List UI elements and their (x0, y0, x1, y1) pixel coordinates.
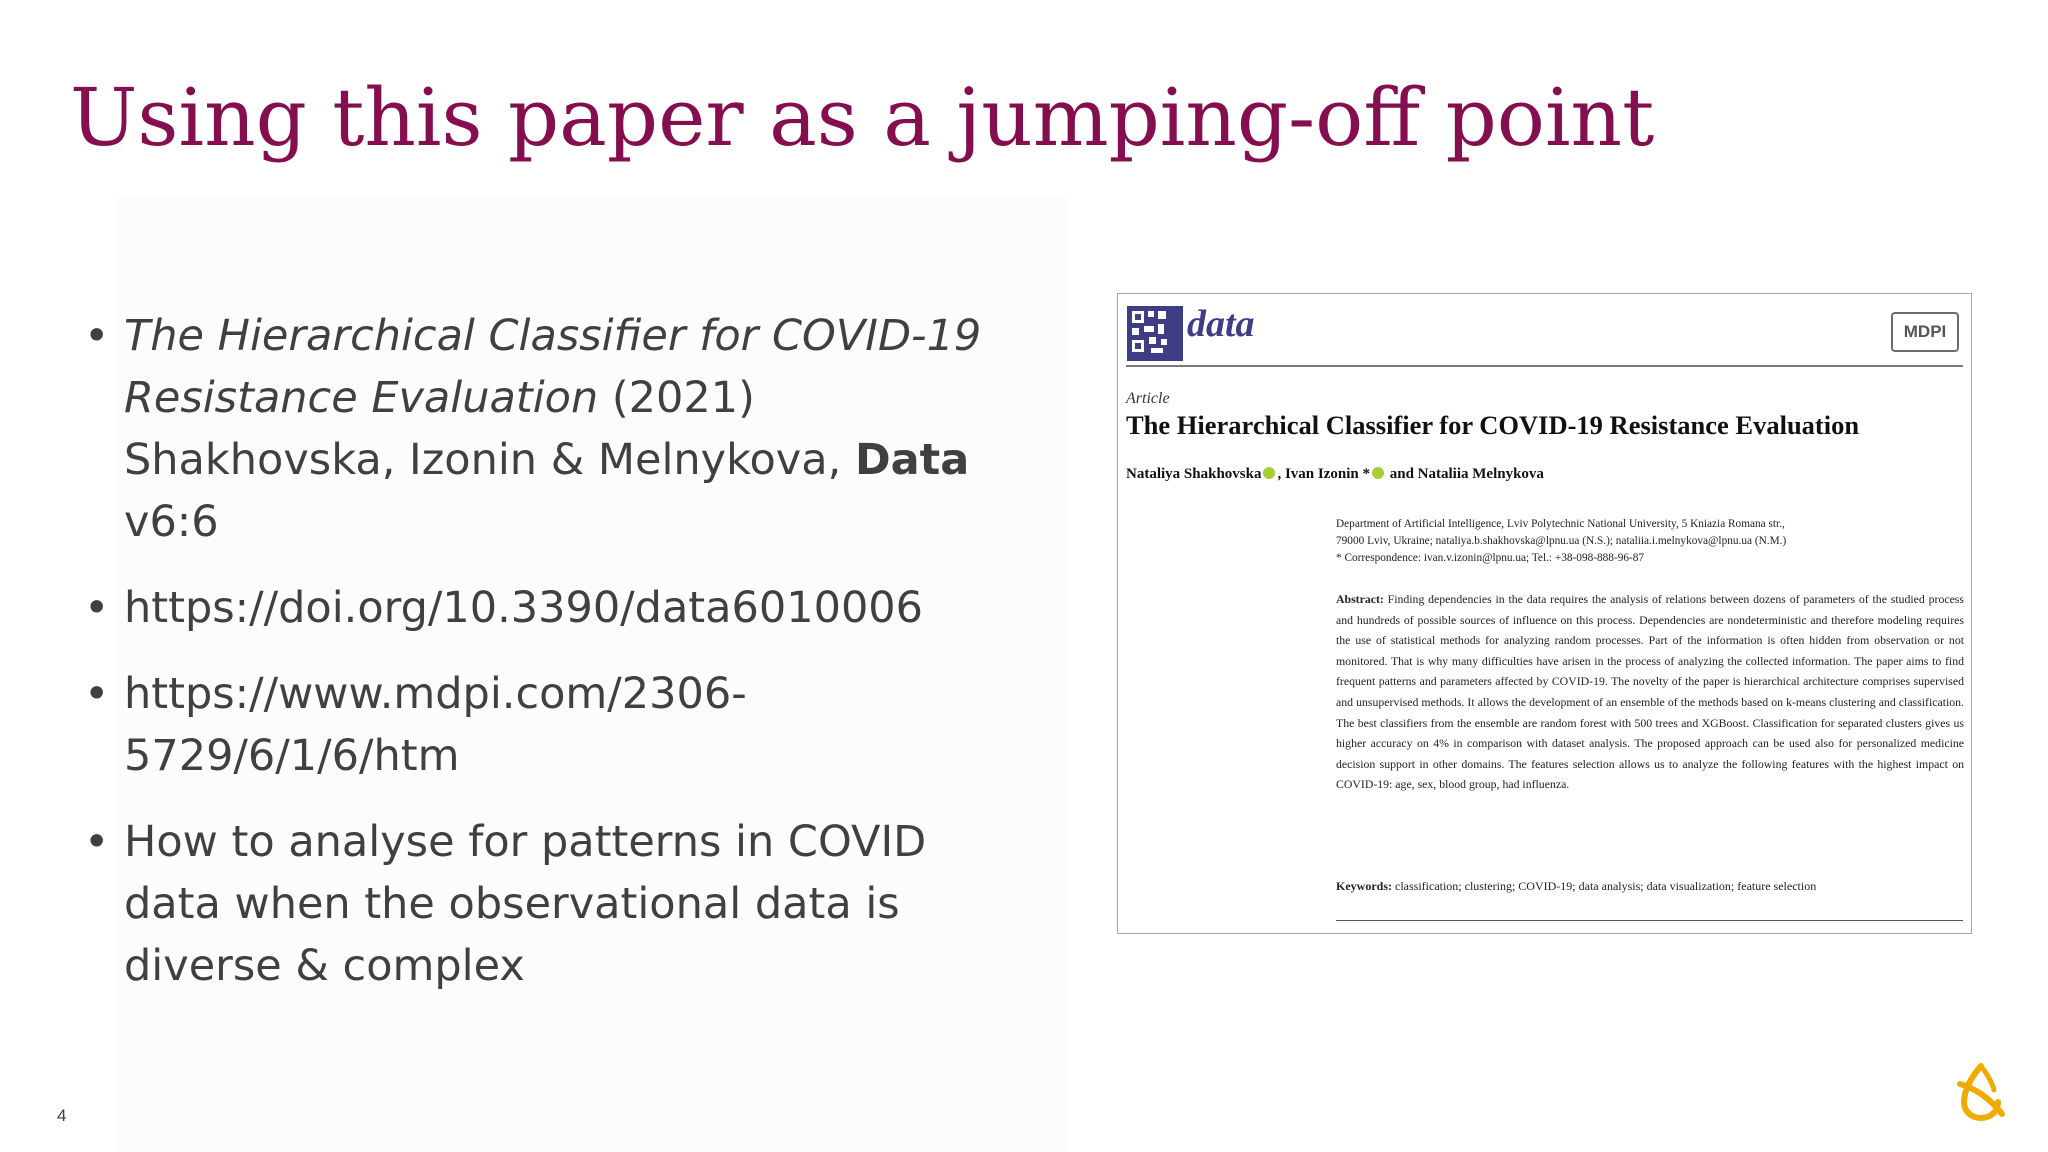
paper-screenshot (1117, 293, 1972, 934)
author-melnykova: and Nataliia Melnykova (1386, 466, 1544, 482)
header-divider (1126, 365, 1963, 367)
doi-link[interactable]: https://doi.org/10.3390/data6010006 (124, 583, 924, 633)
journal-logo-icon (1127, 306, 1183, 361)
citation-volume: v6:6 (124, 497, 219, 547)
footer-divider (1336, 920, 1963, 921)
author-izonin: , Ivan Izonin * (1277, 466, 1370, 482)
journal-name: data (1187, 303, 1255, 345)
citation-authors: (2021) Shakhovska, Izonin & Melnykova, (124, 373, 855, 485)
orcid-icon (1372, 467, 1384, 479)
article-type: Article (1126, 390, 1170, 407)
abstract (1336, 589, 1964, 795)
paper-title-italic: The Hierarchical Classifier for COVID-19 Resistance Evaluation (124, 311, 982, 423)
paper-authors (1126, 466, 1544, 483)
author-shakhovska: Nataliya Shakhovska (1126, 466, 1262, 482)
correspondence-line: * Correspondence: ivan.v.izonin@lpnu.ua; Tel.: +38-098-888-96-87 (1336, 552, 1645, 564)
bullet-doi-link (84, 577, 1024, 639)
astrazeneca-logo-icon (1954, 1062, 2008, 1124)
affiliation-line: 79000 Lviv, Ukraine; nataliya.b.shakhovska@lpnu.ua (N.S.); nataliia.i.melnykova@lpnu.ua (N.M.) (1336, 535, 1787, 547)
affiliation-block (1336, 516, 1966, 567)
mdpi-link[interactable]: https://www.mdpi.com/2306-5729/6/1/6/htm (124, 669, 747, 781)
bullet-list (84, 305, 1024, 1021)
orcid-icon (1263, 467, 1275, 479)
page-number: 4 (57, 1106, 67, 1125)
bullet-citation (84, 305, 1024, 553)
description-text: How to analyse for patterns in COVID data when the observational data is diverse & complex (124, 817, 927, 991)
bullet-mdpi-link (84, 663, 1024, 787)
slide-title: Using this paper as a jumping-off point (70, 71, 1655, 164)
keywords-label: Keywords: (1336, 879, 1392, 893)
paper-title: The Hierarchical Classifier for COVID-19 Resistance Evaluation (1126, 410, 1860, 440)
affiliation-line: Department of Artificial Intelligence, Lviv Polytechnic National University, 5 Kniazia Romana str., (1336, 518, 1785, 530)
keywords (1336, 879, 1964, 894)
abstract-text: Finding dependencies in the data requires the analysis of relations between dozens of parameters of the studied process and hundreds of possible sources of influence on this process. Dependencies are nondeterministic and therefore modeling requires the use of statistical methods for analyzing random processes. Part of the information is often hidden from observation or not monitored. That is why many difficulties have arisen in the process of analyzing the collected information. The paper aims to find frequent patterns and parameters affected by COVID-19. The novelty of the paper is hierarchical architecture comprises supervised and unsupervised methods. It allows the development of an ensemble of the methods based on k-means clustering and classification. The best classifiers from the ensemble are random forest with 500 trees and XGBoost. Classification for separated clusters gives us higher accuracy on 4% in comparison with dataset analysis. The proposed approach can be used also for personalized medicine decision support in other domains. The features selection allows us to analyze the following features with the highest impact on COVID-19: age, sex, blood group, had influenza. (1336, 592, 1964, 792)
bullet-description (84, 811, 1024, 997)
keywords-text: classification; clustering; COVID-19; data analysis; data visualization; feature selection (1392, 879, 1817, 893)
mdpi-logo: MDPI (1891, 312, 1959, 352)
journal-name-bold: Data (854, 435, 970, 485)
abstract-label: Abstract: (1336, 592, 1384, 606)
